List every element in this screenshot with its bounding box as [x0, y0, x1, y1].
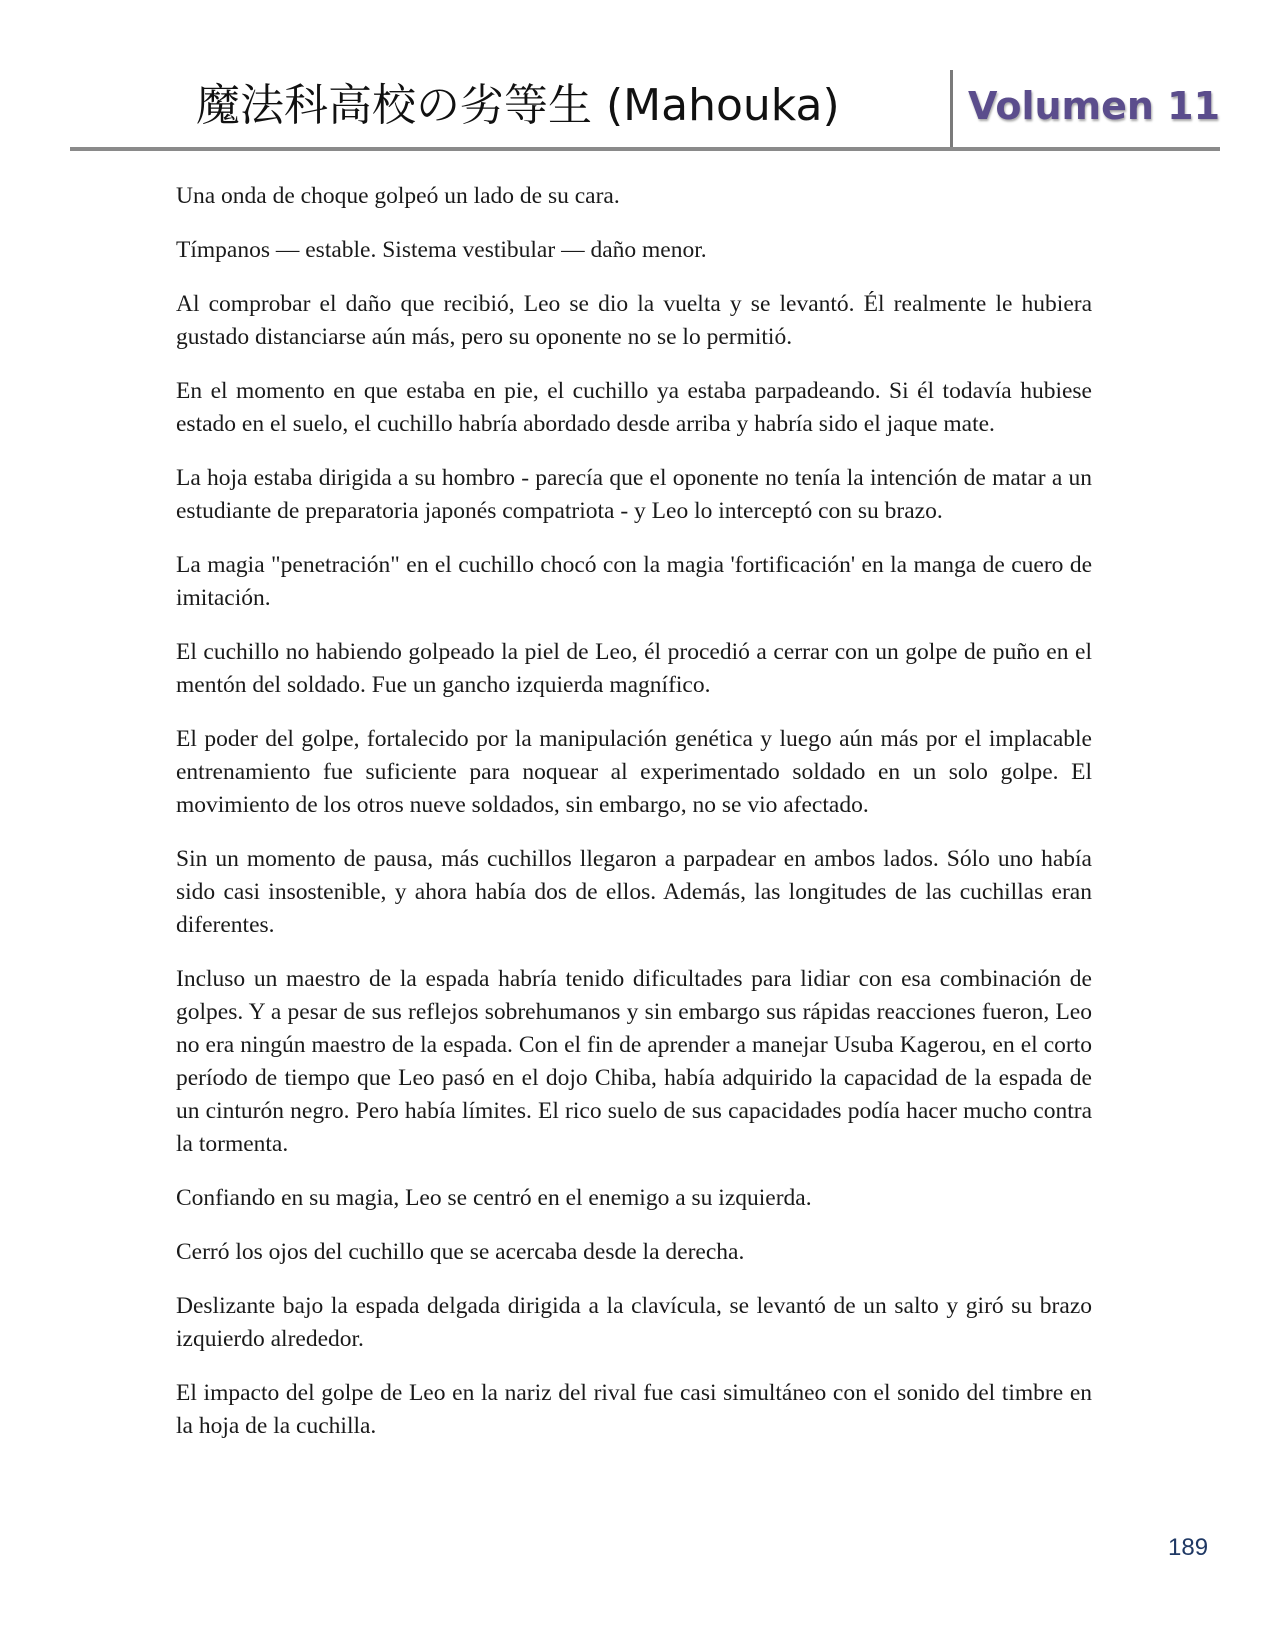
paragraph: El impacto del golpe de Leo en la nariz del rival fue casi simultáneo con el sonido del timbre en la hoja de la cuchilla.	[176, 1380, 1092, 1439]
header-rule	[70, 147, 1220, 151]
header-divider	[950, 70, 953, 148]
paragraph: Confiando en su magia, Leo se centró en el enemigo a su izquierda.	[176, 1185, 812, 1211]
page-number: 189	[1168, 1534, 1209, 1561]
volume-label: Volumen 11	[968, 84, 1221, 128]
paragraph: Sin un momento de pausa, más cuchillos llegaron a parpadear en ambos lados. Sólo uno había sido casi insostenible, y ahora había dos de ellos. Además, las longitudes de las cuchillas eran diferentes.	[176, 846, 1092, 938]
paragraph: El poder del golpe, fortalecido por la manipulación genética y luego aún más por el implacable entrenamiento fue suficiente para noquear al experimentado soldado en un solo golpe. El movimiento de los otros nueve soldados, sin embargo, no se vio afectado.	[176, 726, 1092, 818]
paragraph: Incluso un maestro de la espada habría tenido dificultades para lidiar con esa combinación de golpes. Y a pesar de sus reflejos sobrehumanos y sin embargo sus rápidas reacciones fueron, Leo no era ningún maestro de la espada. Con el fin de aprender a manejar Usuba Kagerou, en el corto período de tiempo que Leo pasó en el dojo Chiba, había adquirido la capacidad de la espada de un cinturón negro. Pero había límites. El rico suelo de sus capacidades podía hacer mucho contra la tormenta.	[176, 966, 1092, 1157]
paragraph: Tímpanos — estable. Sistema vestibular — daño menor.	[176, 237, 707, 263]
paragraph: Al comprobar el daño que recibió, Leo se dio la vuelta y se levantó. Él realmente le hubiera gustado distanciarse aún más, pero su oponente no se lo permitió.	[176, 291, 1092, 350]
paragraph: El cuchillo no habiendo golpeado la piel de Leo, él procedió a cerrar con un golpe de puño en el mentón del soldado. Fue un gancho izquierda magnífico.	[176, 639, 1092, 698]
paragraph: En el momento en que estaba en pie, el cuchillo ya estaba parpadeando. Si él todavía hubiese estado en el suelo, el cuchillo habría abordado desde arriba y habría sido el jaque mate.	[176, 378, 1092, 437]
body-text	[176, 180, 1092, 1464]
page-header	[70, 70, 1220, 150]
paragraph: Cerró los ojos del cuchillo que se acercaba desde la derecha.	[176, 1239, 745, 1265]
paragraph: Deslizante bajo la espada delgada dirigida a la clavícula, se levantó de un salto y giró su brazo izquierdo alrededor.	[176, 1293, 1092, 1352]
paragraph: La magia "penetración" en el cuchillo chocó con la magia 'fortificación' en la manga de cuero de imitación.	[176, 552, 1092, 611]
series-title: 魔法科高校の劣等生 (Mahouka)	[196, 80, 840, 131]
paragraph: La hoja estaba dirigida a su hombro - parecía que el oponente no tenía la intención de matar a un estudiante de preparatoria japonés compatriota - y Leo lo interceptó con su brazo.	[176, 465, 1092, 524]
paragraph: Una onda de choque golpeó un lado de su cara.	[176, 183, 620, 209]
